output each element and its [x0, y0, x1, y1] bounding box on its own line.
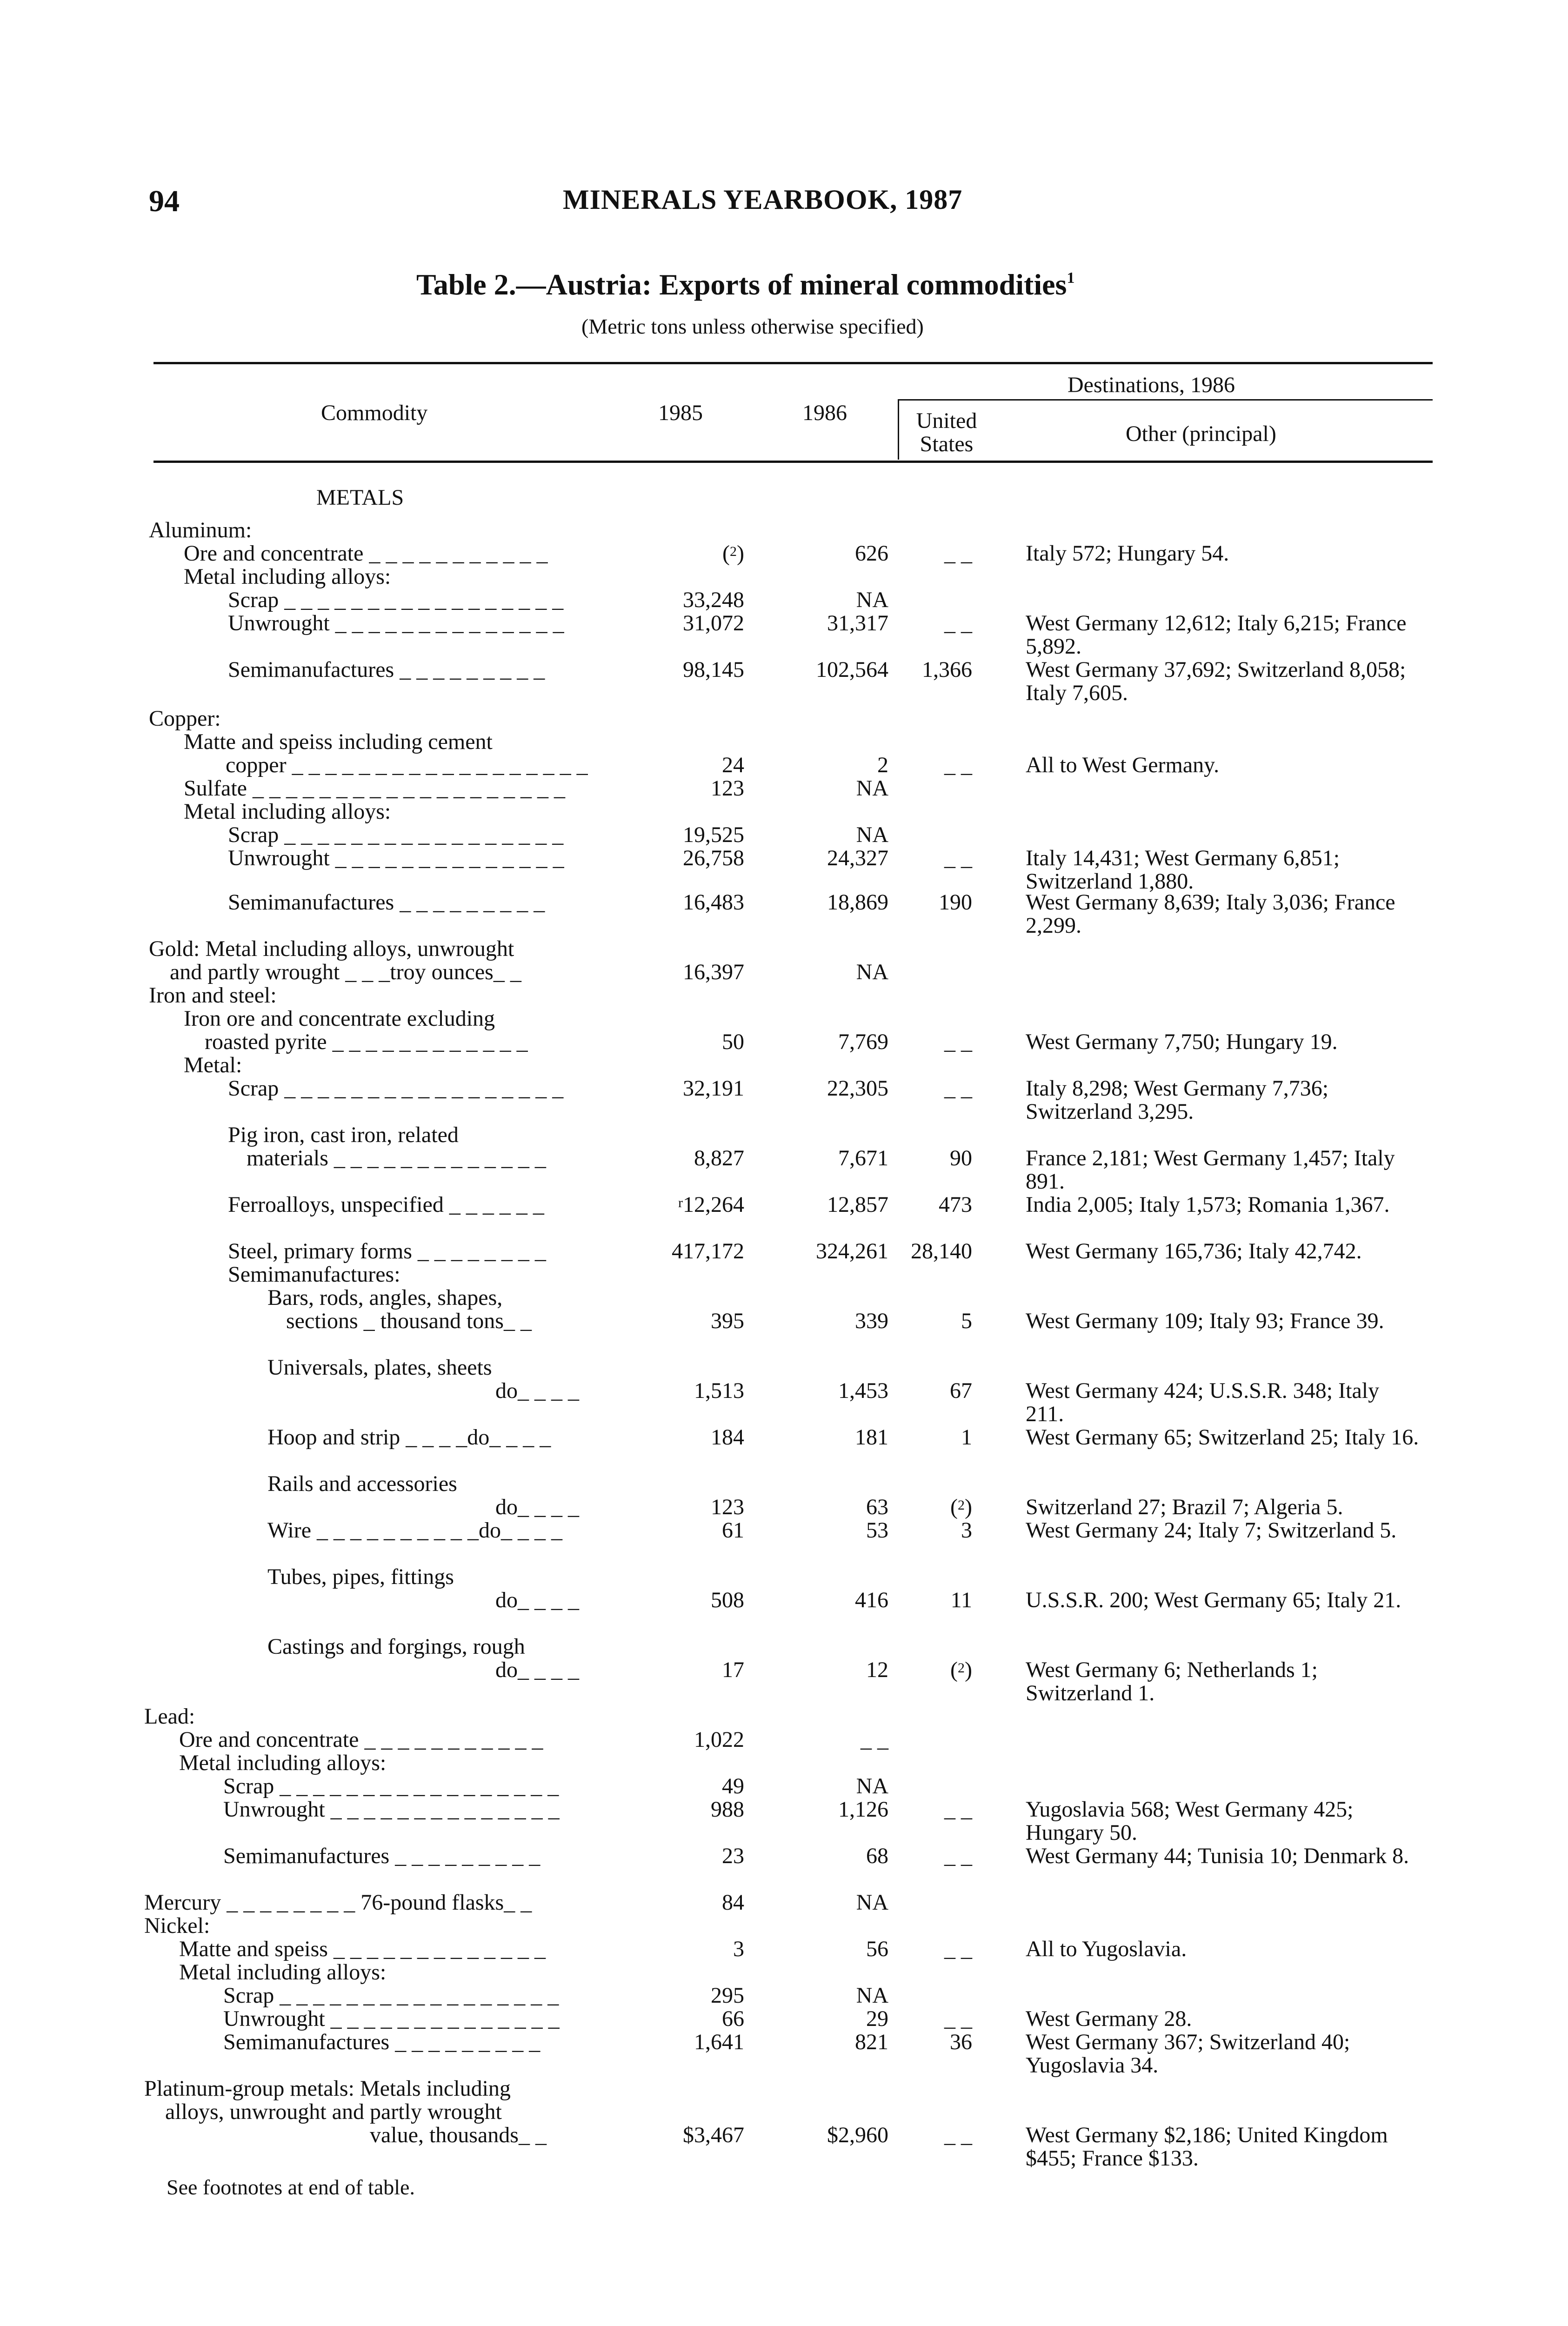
- value-1985: 8,827: [694, 1146, 744, 1170]
- value-1985: 31,072: [683, 611, 744, 635]
- footnote-ref: 2: [730, 544, 737, 559]
- value-1986: 68: [866, 1844, 888, 1868]
- value-1985: 32,191: [683, 1076, 744, 1101]
- row-label: Unwrought _ _ _ _ _ _ _ _ _ _ _ _ _ _: [228, 846, 564, 870]
- value-united-states: _ _: [944, 753, 972, 777]
- row-label: Ferroalloys, unspecified _ _ _ _ _ _: [228, 1192, 544, 1217]
- row-label: do_ _ _ _: [495, 1588, 579, 1612]
- value-united-states: _ _: [944, 1029, 972, 1054]
- value-1985: $^r$12,264: [678, 1192, 744, 1217]
- row-label: Tubes, pipes, fittings: [267, 1564, 454, 1589]
- value-1985: 3: [733, 1937, 744, 1961]
- value-destinations-other: West Germany 6; Netherlands 1; Switzerland 1.: [1026, 1658, 1318, 1705]
- value-1986: 31,317: [827, 611, 888, 635]
- row-label: roasted pyrite _ _ _ _ _ _ _ _ _ _ _ _: [205, 1029, 528, 1054]
- value-1985: 184: [711, 1425, 744, 1450]
- value-1985: 16,397: [683, 960, 744, 984]
- row-label: value, thousands_ _: [370, 2123, 547, 2147]
- row-label: Steel, primary forms _ _ _ _ _ _ _ _: [228, 1239, 546, 1263]
- value-united-states: _ _: [944, 846, 972, 870]
- header-bottom-rule: [153, 461, 1433, 463]
- row-label: Castings and forgings, rough: [267, 1634, 525, 1659]
- value-destinations-other: West Germany 165,736; Italy 42,742.: [1026, 1239, 1362, 1263]
- row-label: Semimanufactures _ _ _ _ _ _ _ _ _: [223, 1844, 540, 1868]
- value-united-states: 1: [961, 1425, 972, 1450]
- value-1985: 98,145: [683, 657, 744, 682]
- row-label: Wire _ _ _ _ _ _ _ _ _ _do_ _ _ _: [267, 1518, 563, 1543]
- row-label: Semimanufactures _ _ _ _ _ _ _ _ _: [228, 657, 545, 682]
- value-1985: 123: [711, 1495, 744, 1519]
- row-label: Platinum-group metals: Metals including: [144, 2076, 511, 2101]
- row-label: Bars, rods, angles, shapes,: [267, 1285, 503, 1310]
- row-label: alloys, unwrought and partly wrought: [165, 2099, 502, 2124]
- value-1986: NA: [856, 1890, 888, 1915]
- value-1985: 417,172: [672, 1239, 744, 1263]
- value-united-states: _ _: [944, 611, 972, 635]
- value-1986: 18,869: [827, 890, 888, 915]
- value-destinations-other: West Germany 28.: [1026, 2006, 1192, 2031]
- value-united-states: _ _: [944, 1844, 972, 1868]
- value-destinations-other: West Germany $2,186; United Kingdom $455; France $133.: [1026, 2123, 1388, 2171]
- value-united-states: 28,140: [911, 1239, 972, 1263]
- row-label: Metal including alloys:: [179, 1960, 387, 1985]
- col-header-destinations: Destinations, 1986: [1068, 373, 1235, 397]
- value-1985: 49: [722, 1774, 744, 1798]
- value-united-states: 11: [950, 1588, 972, 1612]
- title-footnote-marker: 1: [1067, 269, 1075, 287]
- row-label: Metal including alloys:: [184, 564, 391, 589]
- running-head: MINERALS YEARBOOK, 1987: [563, 184, 963, 215]
- value-destinations-other: West Germany 65; Switzerland 25; Italy 16.: [1026, 1425, 1419, 1450]
- value-united-states: 190: [939, 890, 972, 915]
- value-destinations-other: West Germany 109; Italy 93; France 39.: [1026, 1309, 1384, 1333]
- value-destinations-other: West Germany 367; Switzerland 40; Yugoslavia 34.: [1026, 2030, 1350, 2078]
- value-united-states: _ _: [944, 1076, 972, 1101]
- value-united-states: _ _: [944, 1797, 972, 1822]
- row-label: copper _ _ _ _ _ _ _ _ _ _ _ _ _ _ _ _ _ _: [226, 753, 588, 777]
- value-destinations-other: All to Yugoslavia.: [1026, 1937, 1187, 1961]
- value-united-states: _ _: [944, 2006, 972, 2031]
- revised-marker: r: [678, 1195, 683, 1210]
- value-destinations-other: West Germany 424; U.S.S.R. 348; Italy 211.: [1026, 1378, 1380, 1426]
- value-1985: 508: [711, 1588, 744, 1612]
- value-1986: 324,261: [816, 1239, 888, 1263]
- value-1986: 24,327: [827, 846, 888, 870]
- value-1985: 1,641: [694, 2030, 744, 2054]
- value-1986: 416: [855, 1588, 888, 1612]
- col-header-united-states: United States: [916, 408, 977, 456]
- value-destinations-other: West Germany 24; Italy 7; Switzerland 5.: [1026, 1518, 1397, 1543]
- value-1986: NA: [856, 822, 888, 847]
- value-1986: NA: [856, 1983, 888, 2008]
- row-label: Universals, plates, sheets: [267, 1355, 492, 1380]
- value-destinations-other: Italy 572; Hungary 54.: [1026, 541, 1229, 566]
- value-1985: 395: [711, 1309, 744, 1333]
- value-united-states: _ _: [944, 1937, 972, 1961]
- value-1985: 988: [711, 1797, 744, 1822]
- value-1986: 7,769: [838, 1029, 888, 1054]
- value-destinations-other: Italy 8,298; West Germany 7,736; Switzerland 3,295.: [1026, 1076, 1329, 1124]
- value-1986: 12,857: [827, 1192, 888, 1217]
- value-destinations-other: West Germany 7,750; Hungary 19.: [1026, 1029, 1338, 1054]
- row-label: Gold: Metal including alloys, unwrought: [149, 936, 514, 961]
- row-label: Scrap _ _ _ _ _ _ _ _ _ _ _ _ _ _ _ _ _: [228, 822, 564, 847]
- value-destinations-other: France 2,181; West Germany 1,457; Italy 891.: [1026, 1146, 1395, 1194]
- row-label: Pig iron, cast iron, related: [228, 1123, 459, 1147]
- top-rule: [153, 362, 1433, 364]
- value-destinations-other: All to West Germany.: [1026, 753, 1220, 777]
- value-1985: 16,483: [683, 890, 744, 915]
- row-label: Metal including alloys:: [184, 799, 391, 824]
- us-column-separator: [898, 399, 899, 460]
- value-1986: 821: [855, 2030, 888, 2054]
- row-label: Unwrought _ _ _ _ _ _ _ _ _ _ _ _ _ _: [223, 2006, 560, 2031]
- value-destinations-other: West Germany 44; Tunisia 10; Denmark 8.: [1026, 1844, 1409, 1868]
- row-label: Scrap _ _ _ _ _ _ _ _ _ _ _ _ _ _ _ _ _: [228, 1076, 564, 1101]
- value-1985: 33,248: [683, 588, 744, 612]
- value-united-states: 67: [950, 1378, 972, 1403]
- row-label: Scrap _ _ _ _ _ _ _ _ _ _ _ _ _ _ _ _ _: [223, 1774, 559, 1798]
- value-1986: NA: [856, 776, 888, 801]
- value-united-states: _ _: [944, 541, 972, 566]
- row-label: Matte and speiss _ _ _ _ _ _ _ _ _ _ _ _ _: [179, 1937, 546, 1961]
- value-1985: 84: [722, 1890, 744, 1915]
- row-label: Semimanufactures _ _ _ _ _ _ _ _ _: [223, 2030, 540, 2054]
- value-united-states: _ _: [944, 2123, 972, 2147]
- row-label: do_ _ _ _: [495, 1378, 579, 1403]
- row-label: materials _ _ _ _ _ _ _ _ _ _ _ _ _: [247, 1146, 546, 1170]
- value-1986: 339: [855, 1309, 888, 1333]
- value-1985: 1,513: [694, 1378, 744, 1403]
- value-destinations-other: Switzerland 27; Brazil 7; Algeria 5.: [1026, 1495, 1343, 1519]
- value-1986: 53: [866, 1518, 888, 1543]
- row-label: Metal including alloys:: [179, 1751, 387, 1775]
- footnote-ref: 2: [958, 1660, 965, 1676]
- value-1986: 181: [855, 1425, 888, 1450]
- value-1986: NA: [856, 588, 888, 612]
- value-united-states: 36: [950, 2030, 972, 2054]
- value-destinations-other: West Germany 8,639; Italy 3,036; France 2,299.: [1026, 890, 1395, 938]
- col-header-commodity: Commodity: [321, 401, 428, 425]
- row-label: Ore and concentrate _ _ _ _ _ _ _ _ _ _ _: [179, 1727, 543, 1752]
- value-1986: 626: [855, 541, 888, 566]
- value-destinations-other: India 2,005; Italy 1,573; Romania 1,367.: [1026, 1192, 1390, 1217]
- value-1985: $3,467: [683, 2123, 744, 2147]
- value-1986: 12: [866, 1658, 888, 1682]
- table-title-text: Table 2.—Austria: Exports of mineral commodities: [416, 268, 1067, 301]
- row-label: Mercury _ _ _ _ _ _ _ _ 76-pound flasks_ _: [144, 1890, 532, 1915]
- row-label: Sulfate _ _ _ _ _ _ _ _ _ _ _ _ _ _ _ _ _ _ _: [184, 776, 565, 801]
- value-1985: 23: [722, 1844, 744, 1868]
- value-destinations-other: U.S.S.R. 200; West Germany 65; Italy 21.: [1026, 1588, 1401, 1612]
- value-1985: 61: [722, 1518, 744, 1543]
- value-united-states: ($^2$): [950, 1495, 972, 1519]
- value-1986: 1,126: [838, 1797, 888, 1822]
- value-1985: 19,525: [683, 822, 744, 847]
- value-destinations-other: West Germany 37,692; Switzerland 8,058; Italy 7,605.: [1026, 657, 1406, 705]
- value-1986: 1,453: [838, 1378, 888, 1403]
- row-label: Semimanufactures:: [228, 1262, 400, 1287]
- row-label: Scrap _ _ _ _ _ _ _ _ _ _ _ _ _ _ _ _ _: [228, 588, 564, 612]
- row-label: METALS: [316, 485, 404, 510]
- row-label: Unwrought _ _ _ _ _ _ _ _ _ _ _ _ _ _: [228, 611, 564, 635]
- value-1985: ($^2$): [722, 541, 744, 566]
- value-united-states: 90: [950, 1146, 972, 1170]
- destinations-rule: [898, 399, 1433, 401]
- value-1986: 102,564: [816, 657, 888, 682]
- page-number: 94: [149, 184, 180, 218]
- value-1986: NA: [856, 1774, 888, 1798]
- row-label: Nickel:: [144, 1913, 210, 1938]
- value-destinations-other: Yugoslavia 568; West Germany 425; Hungary 50.: [1026, 1797, 1354, 1845]
- row-label: Unwrought _ _ _ _ _ _ _ _ _ _ _ _ _ _: [223, 1797, 560, 1822]
- value-1986: $2,960: [827, 2123, 888, 2147]
- footnote-ref: 2: [958, 1497, 965, 1513]
- value-1986: _ _: [861, 1727, 888, 1752]
- table-title: [416, 267, 1074, 302]
- row-label: Scrap _ _ _ _ _ _ _ _ _ _ _ _ _ _ _ _ _: [223, 1983, 559, 2008]
- row-label: Lead:: [144, 1704, 195, 1729]
- value-1985: 26,758: [683, 846, 744, 870]
- value-1986: 2: [877, 753, 888, 777]
- value-united-states: 1,366: [922, 657, 972, 682]
- value-1985: 123: [711, 776, 744, 801]
- row-label: do_ _ _ _: [495, 1495, 579, 1519]
- value-1985: 1,022: [694, 1727, 744, 1752]
- footer-note: See footnotes at end of table.: [167, 2175, 415, 2199]
- row-label: Matte and speiss including cement: [184, 729, 493, 754]
- value-united-states: 5: [961, 1309, 972, 1333]
- row-label: Copper:: [149, 706, 221, 731]
- value-1986: 56: [866, 1937, 888, 1961]
- value-1985: 17: [722, 1658, 744, 1682]
- row-label: Hoop and strip _ _ _ _do_ _ _ _: [267, 1425, 551, 1450]
- table-subtitle: (Metric tons unless otherwise specified): [581, 314, 924, 338]
- value-united-states: ($^2$): [950, 1658, 972, 1682]
- row-label: Rails and accessories: [267, 1471, 457, 1496]
- row-label: Iron ore and concentrate excluding: [184, 1006, 495, 1031]
- col-header-other: Other (principal): [1126, 421, 1276, 446]
- value-destinations-other: West Germany 12,612; Italy 6,215; France 5,892.: [1026, 611, 1407, 659]
- row-label: and partly wrought _ _ _troy ounces_ _: [170, 960, 521, 984]
- value-united-states: 3: [961, 1518, 972, 1543]
- value-1986: NA: [856, 960, 888, 984]
- value-1986: 29: [866, 2006, 888, 2031]
- value-1985: 66: [722, 2006, 744, 2031]
- value-1986: 22,305: [827, 1076, 888, 1101]
- row-label: Aluminum:: [149, 518, 252, 542]
- row-label: sections _ thousand tons_ _: [286, 1309, 532, 1333]
- value-1985: 24: [722, 753, 744, 777]
- row-label: do_ _ _ _: [495, 1658, 579, 1682]
- col-header-1985: 1985: [658, 401, 703, 425]
- value-united-states: 473: [939, 1192, 972, 1217]
- value-1985: 50: [722, 1029, 744, 1054]
- row-label: Iron and steel:: [149, 983, 277, 1008]
- row-label: Semimanufactures _ _ _ _ _ _ _ _ _: [228, 890, 545, 915]
- row-label: Metal:: [184, 1053, 242, 1077]
- col-header-1986: 1986: [802, 401, 847, 425]
- row-label: Ore and concentrate _ _ _ _ _ _ _ _ _ _ _: [184, 541, 548, 566]
- value-1985: 295: [711, 1983, 744, 2008]
- value-1986: 63: [866, 1495, 888, 1519]
- value-destinations-other: Italy 14,431; West Germany 6,851; Switzerland 1,880.: [1026, 846, 1340, 894]
- value-1986: 7,671: [838, 1146, 888, 1170]
